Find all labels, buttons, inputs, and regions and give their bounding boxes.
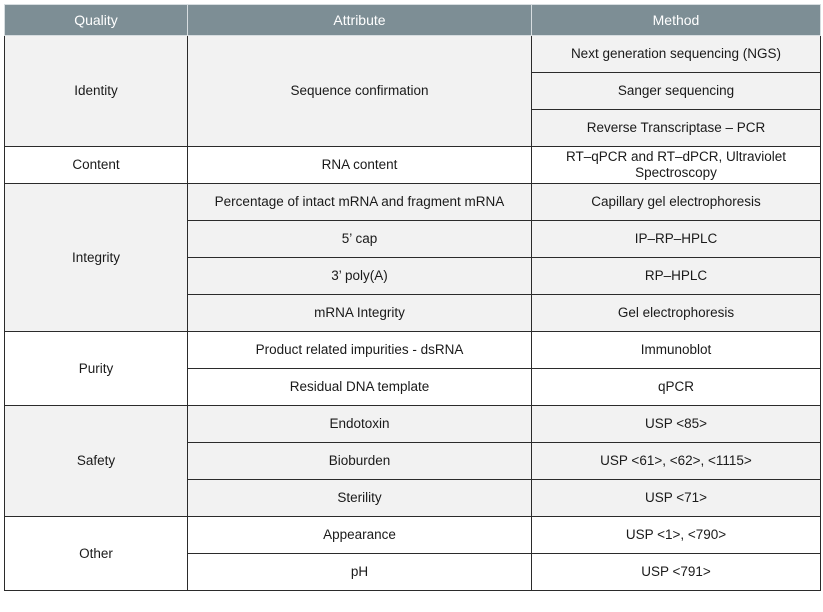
method-cell: Immunoblot: [532, 332, 821, 369]
attribute-cell: 3’ poly(A): [188, 258, 532, 295]
method-cell: Sanger sequencing: [532, 73, 821, 110]
attribute-cell: Product related impurities - dsRNA: [188, 332, 532, 369]
method-cell: Reverse Transcriptase – PCR: [532, 110, 821, 147]
method-cell: USP <71>: [532, 480, 821, 517]
table-row: [5, 406, 821, 443]
method-cell: USP <85>: [532, 406, 821, 443]
quality-cell-other: Other: [5, 517, 188, 591]
table-row: [5, 184, 821, 221]
attribute-cell: Appearance: [188, 517, 532, 554]
attribute-cell: Endotoxin: [188, 406, 532, 443]
attribute-cell: Residual DNA template: [188, 369, 532, 406]
method-cell: qPCR: [532, 369, 821, 406]
method-cell: RT–qPCR and RT–dPCR, Ultraviolet Spectroscopy: [532, 147, 821, 184]
quality-cell-identity: Identity: [5, 36, 188, 147]
method-cell: USP <61>, <62>, <1115>: [532, 443, 821, 480]
quality-cell-integrity: Integrity: [5, 184, 188, 332]
attribute-cell: RNA content: [188, 147, 532, 184]
quality-cell-safety: Safety: [5, 406, 188, 517]
method-cell: Next generation sequencing (NGS): [532, 36, 821, 73]
method-cell: USP <791>: [532, 554, 821, 591]
attribute-cell: Sterility: [188, 480, 532, 517]
header-method: Method: [532, 5, 821, 36]
header-row: [5, 5, 821, 36]
table-row: [5, 147, 821, 184]
table-row: [5, 36, 821, 73]
method-cell: USP <1>, <790>: [532, 517, 821, 554]
attribute-cell: Sequence confirmation: [188, 36, 532, 147]
attribute-cell: Percentage of intact mRNA and fragment mRNA: [188, 184, 532, 221]
attribute-cell: pH: [188, 554, 532, 591]
quality-cell-purity: Purity: [5, 332, 188, 406]
method-cell: RP–HPLC: [532, 258, 821, 295]
table-row: [5, 332, 821, 369]
attribute-cell: mRNA Integrity: [188, 295, 532, 332]
method-cell: IP–RP–HPLC: [532, 221, 821, 258]
quality-cell-content: Content: [5, 147, 188, 184]
header-quality: Quality: [5, 5, 188, 36]
table-row: [5, 517, 821, 554]
quality-attributes-table: [4, 4, 821, 591]
method-cell: Gel electrophoresis: [532, 295, 821, 332]
attribute-cell: 5’ cap: [188, 221, 532, 258]
attribute-cell: Bioburden: [188, 443, 532, 480]
method-cell: Capillary gel electrophoresis: [532, 184, 821, 221]
header-attribute: Attribute: [188, 5, 532, 36]
